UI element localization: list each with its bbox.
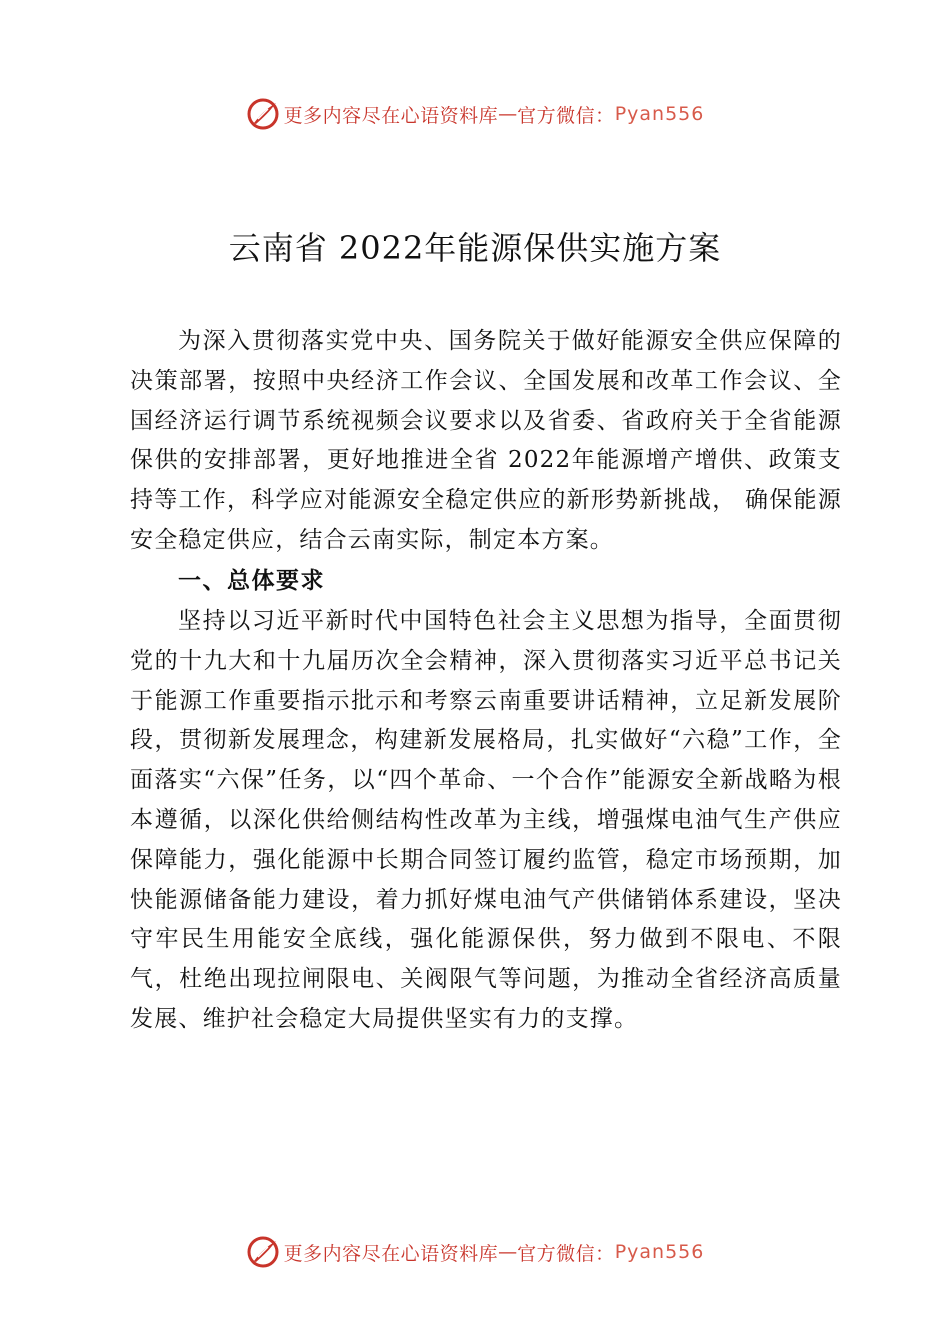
header-banner — [0, 94, 950, 134]
banner-separator: — — [498, 1241, 518, 1263]
footer-banner — [0, 1232, 950, 1272]
banner-contact-label: 官方微信： — [517, 104, 615, 127]
section-body-paragraph: 坚持以习近平新时代中国特色社会主义思想为指导，全面贯彻党的十九大和十九届历次全会精神，深入贯彻落实习近平总书记关于能源工作重要指示批示和考察云南重要讲话精神，立足新发展阶段，贯彻新发展理念，构建新发展格局，扎实做好“六稳”工作，全面落实“六保”任务，以“四个革命、一个合作”能源安全新战略为根本遵循，以深化供给侧结构性改革为主线，增强煤电油气生产供应保障能力，强化能源中长期合同签订履约监管，稳定市场预期，加快能源储备能力建设，着力抓好煤电油气产供储销体系建设，坚决守牢民生用能安全底线，强化能源保供，努力做到不限电、不限气，杜绝出现拉闸限电、关阀限气等问题，为推动全省经济高质量发展、维护社会稳定大局提供坚实有力的支撑。 — [130, 608, 842, 1032]
banner-brand-text: 更多内容尽在心语资料库 — [283, 1242, 499, 1265]
quill-logo-icon — [246, 1235, 280, 1269]
banner-contact-id: Pyan556 — [614, 103, 705, 125]
banner-contact-label: 官方微信： — [517, 1242, 615, 1265]
banner-brand-text: 更多内容尽在心语资料库 — [283, 104, 499, 127]
quill-logo-icon — [246, 97, 280, 131]
document-title: 云南省 2022年能源保供实施方案 — [228, 229, 722, 267]
intro-paragraph: 为深入贯彻落实党中央、国务院关于做好能源安全供应保障的决策部署，按照中央经济工作会议、全国发展和改革工作会议、全国经济运行调节系统视频会议要求以及省委、省政府关于全省能源保供的安排部署，更好地推进全省 2022年能源增产增供、政策支持等工作，科学应对能源安全稳定供应的新形势新挑战， 确保能源安全稳定供应，结合云南实际，制定本方案。 — [130, 328, 842, 553]
banner-contact-id: Pyan556 — [614, 1241, 705, 1263]
section-heading: 一、总体要求 — [178, 568, 325, 594]
banner-separator: — — [498, 103, 518, 125]
